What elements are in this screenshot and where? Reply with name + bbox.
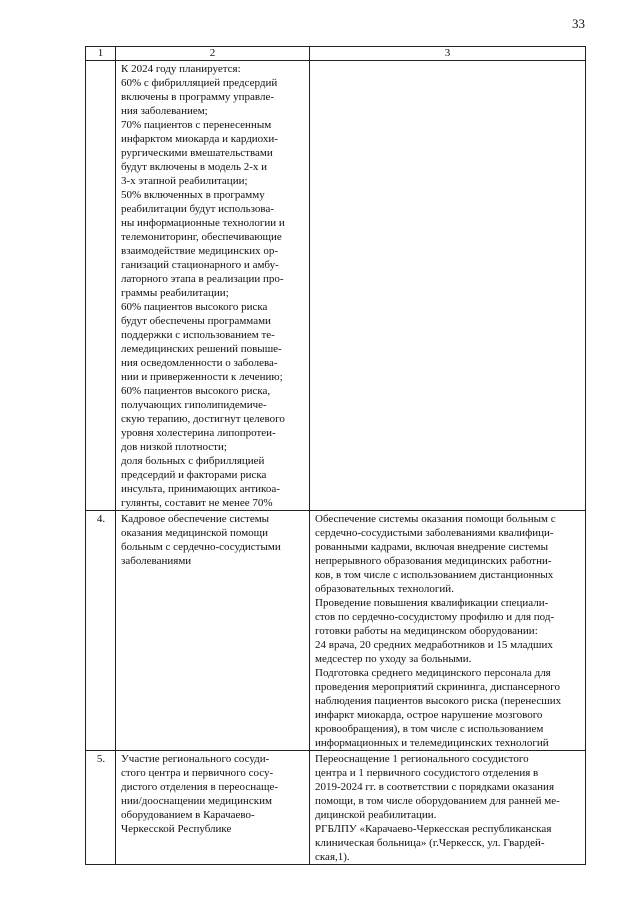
- measures-table: [85, 46, 586, 865]
- description-line: оказания медицинской помощи: [121, 527, 269, 539]
- description-line: лемедицинских решений повыше-: [121, 343, 282, 355]
- action-line: Переоснащение 1 регионального сосудистого: [315, 753, 529, 765]
- description-line: 60% с фибрилляцией предсердий: [121, 77, 278, 89]
- description-line: предсердий и факторами риска: [121, 469, 267, 481]
- description-line: получающих гиполипидемиче-: [121, 399, 267, 411]
- row-number: 4.: [96, 513, 106, 525]
- description-line: ны информационные технологии и: [121, 217, 285, 229]
- row-number-cell: [86, 511, 116, 751]
- description-line: граммы реабилитации;: [121, 287, 229, 299]
- description-line: будут обеспечены программами: [121, 315, 271, 327]
- description-line: 60% пациентов высокого риска,: [121, 385, 271, 397]
- action-line: РГБЛПУ «Карачаево-Черкесская республиканская: [315, 823, 552, 835]
- row-number: 5.: [96, 753, 106, 765]
- description-line: стого центра и первичного сосу-: [121, 767, 274, 779]
- column-header-description: 2: [116, 47, 310, 61]
- action-line: клиническая больница» (г.Черкесск, ул. Гвардей-: [315, 837, 545, 849]
- measure-actions-cell: [310, 511, 586, 751]
- description-line: ния осведомленности о заболева-: [121, 357, 278, 369]
- action-line: медсестер по уходу за больными.: [315, 653, 472, 665]
- column-header-number: 1: [86, 47, 116, 61]
- measure-description-cell: [116, 751, 310, 865]
- table-row: [86, 511, 586, 751]
- description-line: Участие регионального сосуди-: [121, 753, 270, 765]
- measure-actions-cell: [310, 751, 586, 865]
- description-line: ния заболеванием;: [121, 105, 208, 117]
- action-line: информационных и телемедицинских технологий: [315, 737, 549, 749]
- action-line: готовки работы на медицинском оборудовании:: [315, 625, 538, 637]
- description-line: 60% пациентов высокого риска: [121, 301, 268, 313]
- description-line: инфарктом миокарда и кардиохи-: [121, 133, 278, 145]
- description-line: ганизаций стационарного и амбу-: [121, 259, 279, 271]
- table-row: [86, 751, 586, 865]
- description-line: инсульта, принимающих антикоа-: [121, 483, 280, 495]
- table-header-row: [86, 47, 586, 61]
- action-line: ская,1).: [315, 851, 350, 863]
- action-line: центра и 1 первичного сосудистого отделения в: [315, 767, 539, 779]
- row-number-cell: [86, 61, 116, 511]
- description-line: дов низкой плотности;: [121, 441, 227, 453]
- description-line: уровня холестерина липопротеи-: [121, 427, 276, 439]
- description-line: доля больных с фибрилляцией: [121, 455, 265, 467]
- action-line: Обеспечение системы оказания помощи больным с: [315, 513, 556, 525]
- measure-description-cell: [116, 511, 310, 751]
- description-line: гулянты, составит не менее 70%: [121, 497, 273, 509]
- action-line: рованными кадрами, включая внедрение системы: [315, 541, 549, 553]
- action-line: непрерывного образования медицинских работни-: [315, 555, 552, 567]
- row-number-cell: [86, 751, 116, 865]
- action-line: дицинской реабилитации.: [315, 809, 437, 821]
- action-line: Подготовка среднего медицинского персонала для: [315, 667, 551, 679]
- action-line: Проведение повышения квалификации специали-: [315, 597, 549, 609]
- description-line: дистого отделения в переоснаще-: [121, 781, 279, 793]
- description-line: рургическими вмешательствами: [121, 147, 273, 159]
- description-line: скую терапию, достигнут целевого: [121, 413, 285, 425]
- description-line: взаимодействие медицинских ор-: [121, 245, 279, 257]
- action-line: 24 врача, 20 средних медработников и 15 младших: [315, 639, 553, 651]
- action-line: помощи, в том числе оборудованием для ранней ме-: [315, 795, 560, 807]
- description-line: нии и приверженности к лечению;: [121, 371, 283, 383]
- description-line: Черкесской Республике: [121, 823, 232, 835]
- action-line: сердечно-сосудистыми заболеваниями квалифици-: [315, 527, 554, 539]
- description-line: оборудованием в Карачаево-: [121, 809, 255, 821]
- page-number: 33: [572, 16, 585, 31]
- column-header-actions: 3: [310, 47, 586, 61]
- description-line: 70% пациентов с перенесенным: [121, 119, 272, 131]
- measure-actions-cell: [310, 61, 586, 511]
- action-line: кровообращения), в том числе с использованием: [315, 723, 544, 735]
- action-line: 2019-2024 гг. в соответствии с порядками оказания: [315, 781, 554, 793]
- action-line: ков, в том числе с использованием дистанционных: [315, 569, 554, 581]
- description-line: поддержки с использованием те-: [121, 329, 275, 341]
- action-line: образовательных технологий.: [315, 583, 454, 595]
- description-line: заболеваниями: [121, 555, 192, 567]
- description-line: латорного этапа в реализации про-: [121, 273, 284, 285]
- description-line: будут включены в модель 2-х и: [121, 161, 268, 173]
- description-line: включены в программу управле-: [121, 91, 275, 103]
- description-line: больным с сердечно-сосудистыми: [121, 541, 281, 553]
- description-line: К 2024 году планируется:: [121, 63, 241, 75]
- action-line: проведения мероприятий скрининга, диспансерного: [315, 681, 561, 693]
- description-line: нии/дооснащении медицинским: [121, 795, 272, 807]
- description-line: 3-х этапной реабилитации;: [121, 175, 248, 187]
- description-line: реабилитации будут использова-: [121, 203, 275, 215]
- description-line: Кадровое обеспечение системы: [121, 513, 270, 525]
- action-line: стов по сердечно-сосудистому профилю и для под-: [315, 611, 555, 623]
- action-line: инфаркт миокарда, острое нарушение мозгового: [315, 709, 543, 721]
- description-line: телемониторинг, обеспечивающие: [121, 231, 282, 243]
- measure-description-cell: [116, 61, 310, 511]
- action-line: наблюдения пациентов высокого риска (перенесших: [315, 695, 562, 707]
- table-row: [86, 61, 586, 511]
- description-line: 50% включенных в программу: [121, 189, 265, 201]
